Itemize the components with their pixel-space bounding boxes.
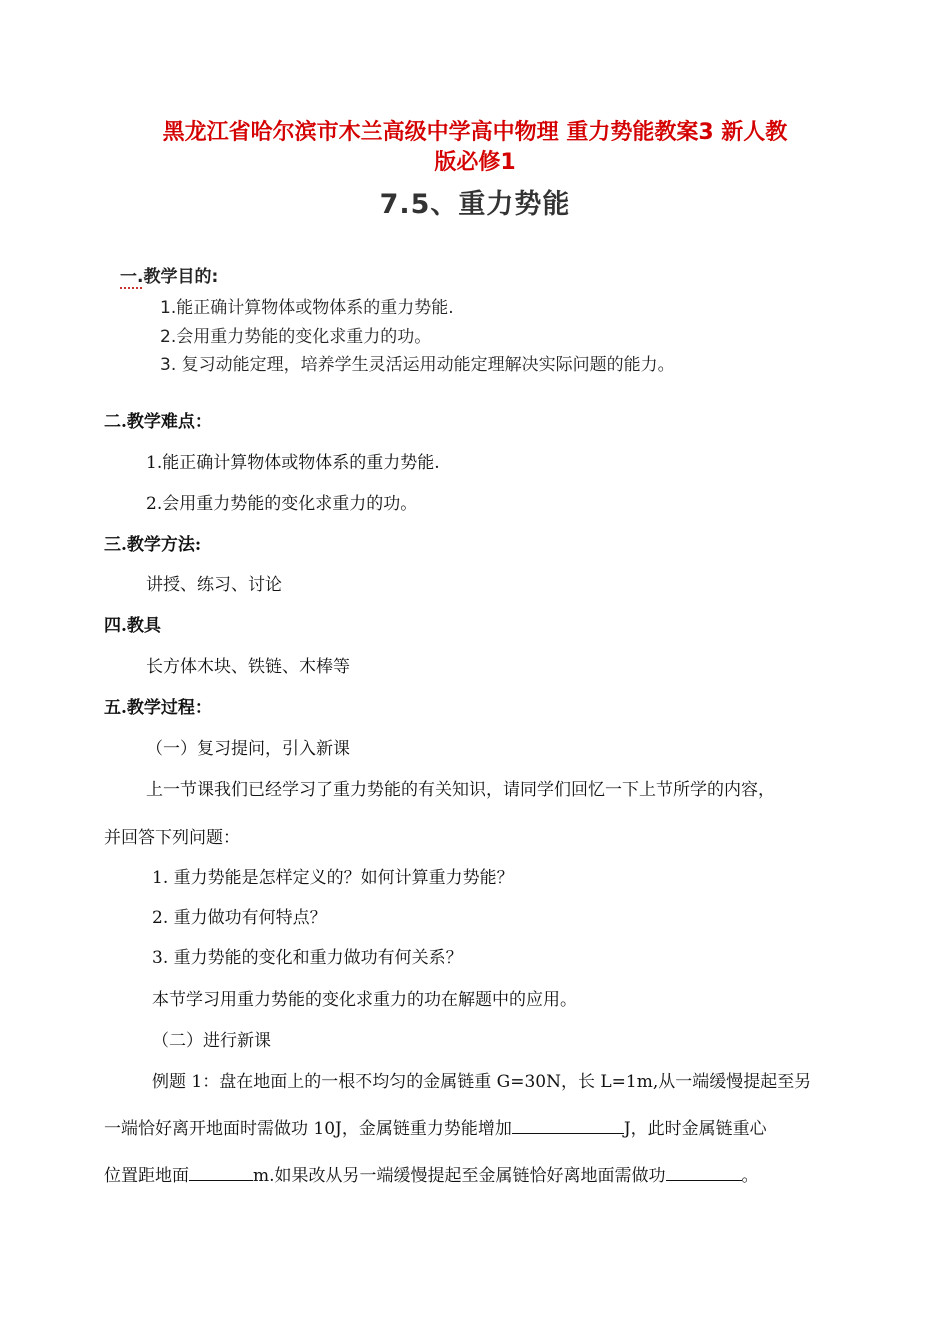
section-subtitle: 7.5、重力势能 bbox=[379, 189, 571, 220]
answer-blank-height[interactable] bbox=[189, 1162, 253, 1181]
methods-text: 讲授、练习、讨论 bbox=[146, 575, 282, 595]
review-question: 3. 重力势能的变化和重力做功有何关系？ bbox=[152, 948, 463, 968]
process-summary: 本节学习用重力势能的变化求重力的功在解题中的应用。 bbox=[152, 990, 577, 1010]
tools-heading: 四.教具 bbox=[104, 616, 161, 636]
process-heading: 五.教学过程： bbox=[104, 698, 212, 718]
tools-text: 长方体木块、铁链、木棒等 bbox=[146, 657, 350, 677]
example-line3 bbox=[104, 1161, 759, 1186]
example-line3-text-c: 。 bbox=[741, 1166, 759, 1186]
objectives-heading: 一.教学目的: bbox=[120, 267, 219, 287]
process-part2: （二）进行新课 bbox=[152, 1031, 271, 1051]
difficulty-item: 1.能正确计算物体或物体系的重力势能. bbox=[146, 453, 440, 473]
example-line3-text-b: m.如果改从另一端缓慢提起至金属链恰好离地面需做功 bbox=[253, 1166, 666, 1186]
objective-item: 3. 复习动能定理，培养学生灵活运用动能定理解决实际问题的能力。 bbox=[160, 355, 675, 375]
process-intro-line2: 并回答下列问题： bbox=[104, 828, 240, 848]
difficulty-item: 2.会用重力势能的变化求重力的功。 bbox=[146, 494, 418, 514]
example-line2-text-b: J，此时金属链重心 bbox=[623, 1119, 767, 1139]
example-line2-text-a: 一端恰好离开地面时需做功 10J，金属链重力势能增加 bbox=[104, 1119, 512, 1139]
process-part1: （一）复习提问，引入新课 bbox=[146, 739, 350, 759]
example-line2 bbox=[104, 1114, 767, 1139]
document-title-line1: 黑龙江省哈尔滨市木兰高级中学高中物理 重力势能教案3 新人教 bbox=[162, 120, 788, 145]
objective-item: 1.能正确计算物体或物体系的重力势能. bbox=[160, 298, 454, 318]
methods-heading: 三.教学方法: bbox=[104, 535, 202, 555]
example-line3-text-a: 位置距地面 bbox=[104, 1166, 189, 1186]
objective-item: 2.会用重力势能的变化求重力的功。 bbox=[160, 327, 432, 347]
process-intro-line1: 上一节课我们已经学习了重力势能的有关知识，请同学们回忆一下上节所学的内容， bbox=[146, 780, 775, 800]
answer-blank-energy[interactable] bbox=[512, 1115, 624, 1134]
review-question: 1. 重力势能是怎样定义的？如何计算重力势能？ bbox=[152, 868, 514, 888]
review-question: 2. 重力做功有何特点？ bbox=[152, 908, 327, 928]
difficulties-heading: 二.教学难点： bbox=[104, 412, 212, 432]
answer-blank-work[interactable] bbox=[666, 1162, 742, 1181]
document-title-line2: 版必修1 bbox=[434, 150, 516, 175]
example-line1: 例题 1：盘在地面上的一根不均匀的金属链重 G=30N，长 L=1m,从一端缓慢提起至另 bbox=[152, 1072, 812, 1092]
